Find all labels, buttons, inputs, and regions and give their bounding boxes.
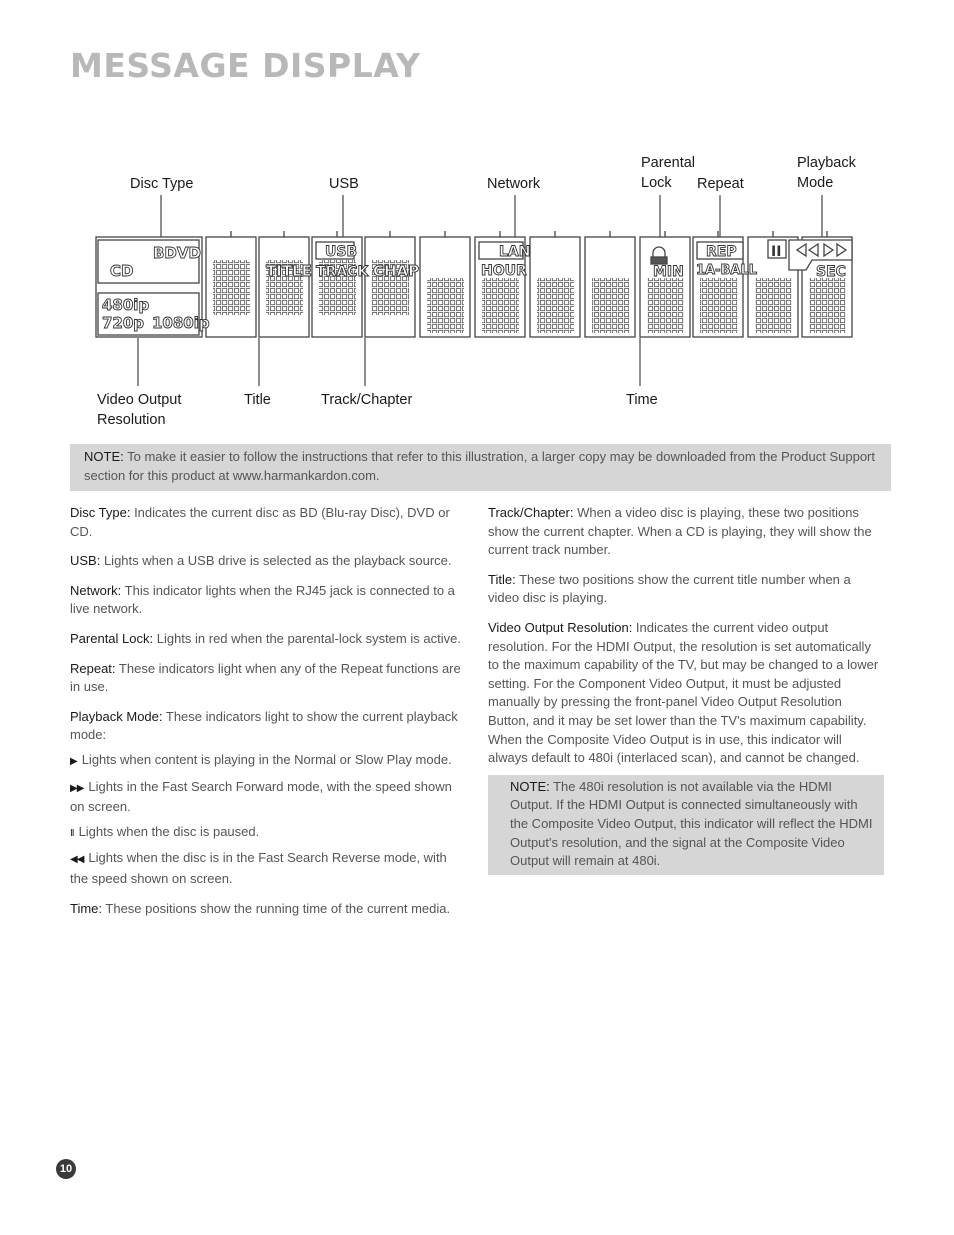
- res-480ip-indicator: 480ip: [102, 296, 150, 314]
- parental-text: Lights in red when the parental-lock system is active.: [153, 630, 461, 646]
- repeat-lead: Repeat:: [70, 660, 116, 676]
- track-chapter-description: [488, 504, 884, 560]
- network-text: This indicator lights when the RJ45 jack is connected to a live network.: [70, 582, 455, 617]
- label-video-output-line2: Resolution: [97, 412, 166, 428]
- label-playback-mode-line2: Mode: [797, 175, 834, 191]
- repeat-description: [70, 660, 468, 697]
- title-description: [488, 571, 884, 608]
- pause-text: Lights when the disc is paused.: [78, 823, 260, 839]
- rewind-icon: ◀◀: [70, 854, 84, 866]
- fast-forward-mode-item: [70, 778, 468, 817]
- label-network: Network: [487, 176, 541, 192]
- label-playback-mode-line1: Playback: [797, 155, 856, 171]
- dot-matrix: [482, 278, 519, 333]
- track-text: When a video disc is playing, these two positions show the current chapter. When a CD is playing, they will show the current track number.: [488, 505, 872, 558]
- label-disc-type: Disc Type: [130, 176, 194, 192]
- resolution-note-lead: NOTE:: [510, 778, 550, 794]
- page-title: MESSAGE DISPLAY: [70, 46, 421, 85]
- message-display-diagram: [0, 0, 954, 440]
- disc-type-lead: Disc Type:: [70, 505, 131, 520]
- res-720p-indicator: 720p: [102, 314, 145, 332]
- rewind-text: Lights when the disc is in the Fast Search Reverse mode, with the speed shown on screen.: [70, 850, 447, 886]
- dot-matrix: [755, 278, 792, 333]
- res-1080ip-indicator: 1080ip: [152, 314, 210, 332]
- hour-indicator: HOUR: [481, 263, 527, 279]
- label-parental-lock-line1: Parental: [641, 155, 696, 171]
- usb-indicator: USB: [325, 244, 358, 260]
- right-column: [488, 504, 884, 886]
- usb-description: [70, 552, 468, 571]
- repeat-text: These indicators light when any of the Repeat functions are in use.: [70, 660, 461, 695]
- lock-icon-body: [651, 257, 667, 264]
- time-description: [70, 900, 468, 919]
- label-usb: USB: [329, 176, 359, 192]
- play-text: Lights when content is playing in the Normal or Slow Play mode.: [81, 751, 452, 767]
- resolution-note-box: [488, 775, 884, 875]
- disc-type-text: Indicates the current disc as BD (Blu-ray Disc), DVD or CD.: [70, 505, 450, 539]
- video-text: Indicates the current video output resolution. For the HDMI Output, the resolution is set automatically to the maximum capability of the TV, but may be changed to a lower setting. For the Component Video Output, it must be adjusted manually by pressing the front-panel Video Output Resolution Button, and it may be set lower than the TV's maximum capability. When the Composite Video Output is in use, this indicator will always default to 480i (interlaced scan), and cannot be changed.: [488, 619, 879, 766]
- label-repeat: Repeat: [697, 176, 744, 192]
- pause-mode-item: [70, 823, 468, 844]
- dot-matrix: [647, 278, 684, 333]
- usb-lead: USB:: [70, 553, 101, 569]
- title-lead: Title:: [488, 571, 516, 587]
- dot-matrix: [537, 278, 574, 333]
- usb-text: Lights when a USB drive is selected as the playback source.: [100, 553, 452, 569]
- label-title: Title: [244, 392, 271, 408]
- play-mode-item: [70, 751, 468, 772]
- title-indicator: TITLE: [266, 262, 312, 280]
- min-indicator: MIN: [653, 264, 684, 280]
- fast-forward-icon: ▶▶: [70, 782, 84, 794]
- rep-mode-indicator: 1A-BALL: [696, 263, 758, 278]
- page-number: 10: [56, 1159, 76, 1179]
- fast-forward-text: Lights in the Fast Search Forward mode, with the speed shown on screen.: [70, 778, 452, 815]
- dot-matrix: [809, 278, 846, 333]
- dot-matrix: [213, 260, 250, 315]
- sec-indicator: SEC: [816, 264, 846, 280]
- note-lead: NOTE:: [84, 449, 124, 464]
- chap-indicator: CHAP: [373, 262, 420, 280]
- track-indicator: TRACK: [316, 264, 369, 280]
- parental-lock-description: [70, 630, 468, 649]
- bdvd-indicator: BDVD: [153, 244, 201, 262]
- dot-matrix: [427, 278, 464, 333]
- rewind-mode-item: [70, 849, 468, 888]
- label-time: Time: [626, 392, 658, 408]
- network-lead: Network:: [70, 582, 122, 598]
- label-video-output-line1: Video Output: [97, 392, 182, 408]
- cd-indicator: CD: [110, 262, 134, 280]
- playback-lead: Playback Mode:: [70, 708, 163, 724]
- note-text: To make it easier to follow the instructions that refer to this illustration, a larger copy may be downloaded from the Product Support section for this product at www.harmankardon.com.: [84, 449, 875, 483]
- pause-indicator: II: [771, 244, 782, 260]
- title-text: These two positions show the current title number when a video disc is playing.: [488, 571, 851, 606]
- video-output-description: [488, 619, 884, 768]
- time-lead: Time:: [70, 900, 103, 916]
- dot-matrix: [700, 278, 737, 333]
- playback-text: These indicators light to show the current playback mode:: [70, 708, 458, 743]
- parental-lead: Parental Lock:: [70, 630, 154, 646]
- play-icon: ▶: [70, 755, 77, 767]
- dot-matrix: [592, 278, 629, 333]
- network-description: [70, 582, 468, 619]
- playback-mode-description: [70, 708, 468, 745]
- note-box: [70, 444, 891, 491]
- resolution-note-text: The 480i resolution is not available via the HDMI Output. If the HDMI Output is connected simultaneously with the Composite Video Output, this indicator will reflect the HDMI Output's resolution, and the signal at the Composite Video Output will remain at 480i.: [510, 778, 873, 869]
- pause-icon: II: [70, 827, 74, 839]
- label-track-chapter: Track/Chapter: [321, 392, 413, 408]
- label-parental-lock-line2: Lock: [641, 175, 672, 191]
- left-column: [70, 504, 468, 929]
- video-lead: Video Output Resolution:: [488, 619, 633, 635]
- disc-type-description: [70, 504, 468, 541]
- rep-indicator: REP: [706, 244, 737, 260]
- time-text: These positions show the running time of the current media.: [102, 900, 451, 916]
- lan-indicator: LAN: [499, 244, 531, 260]
- track-lead: Track/Chapter:: [488, 505, 574, 520]
